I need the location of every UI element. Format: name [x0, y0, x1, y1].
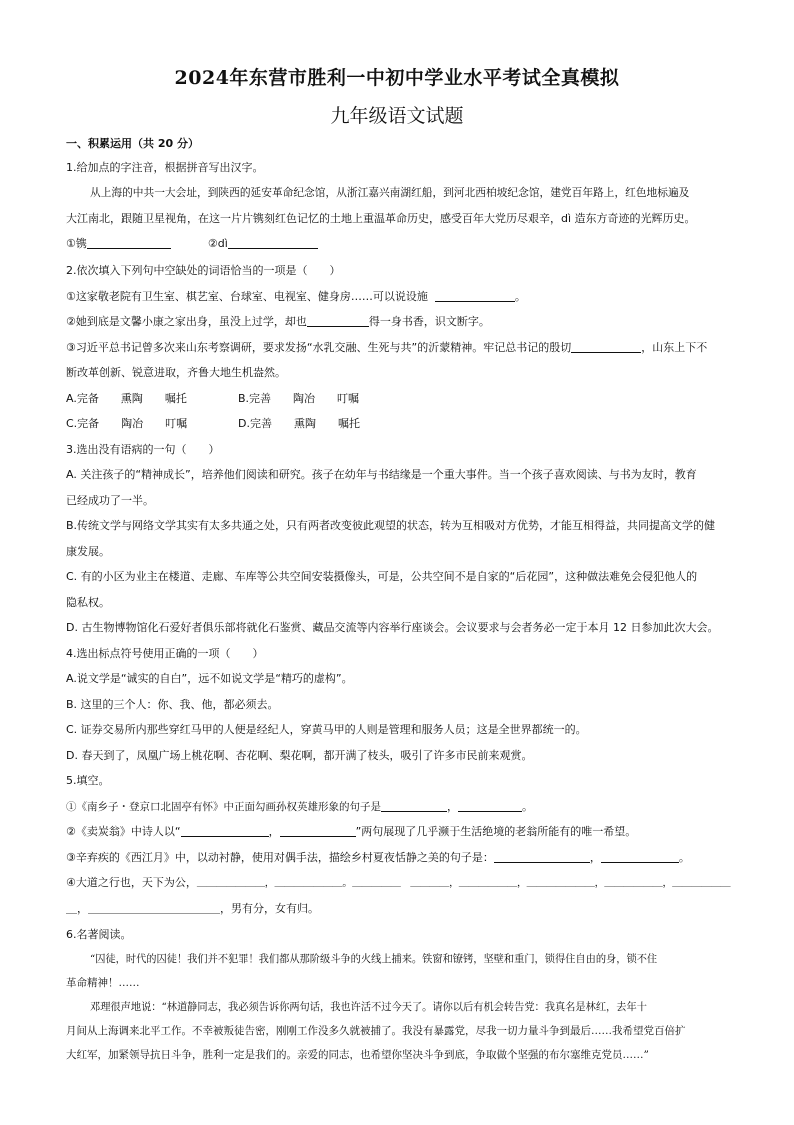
q1-answer1-label: ①镌 — [66, 237, 87, 250]
q3-option-a-cont: 已经成功了一半。 — [66, 494, 154, 507]
q1-answer2-label: ②dì — [207, 237, 228, 250]
q1-answer2-blank[interactable] — [228, 237, 318, 249]
q3-option-b-cont: 康发展。 — [66, 545, 110, 558]
q5-item2-blank2[interactable] — [280, 825, 356, 837]
q3-option-a[interactable]: A. 关注孩子的“精神成长”，培养他们阅读和研究。孩子在幼年与书结缘是一个重大事件。当一个孩子喜欢阅读、与书为友时，教育 — [66, 468, 697, 481]
q3-option-d[interactable]: D. 古生物博物馆化石爱好者俱乐部将就化石鉴赏、藏品交流等内容举行座谈会。会议要求与会者务必一定于本月 12 日参加此次大会。 — [66, 621, 719, 634]
page-subtitle: 九年级语文试题 — [330, 105, 464, 127]
q2-option-a[interactable]: A.完备 熏陶 嘱托 — [66, 392, 187, 405]
q2-options-row1 — [66, 392, 736, 406]
q2-option-c[interactable]: C.完备 陶冶 叮嘱 — [66, 417, 188, 430]
q5-item4-cont[interactable]: ＿，＿＿＿＿＿＿＿＿＿＿＿＿，男有分，女有归。 — [66, 902, 319, 915]
q6-excerpt2-line2: 月间从上海调来北平工作。不幸被叛徒告密，刚刚工作没多久就被捕了。我没有暴露党，尽我一切力量斗争到最后……我希望党百倍扩 — [66, 1025, 686, 1037]
q6-excerpt2-line3: 大红军，加紧领导抗日斗争，胜利一定是我们的。亲爱的同志，也希望你坚决斗争到底，争取做个坚强的布尔塞维克党员……” — [66, 1049, 649, 1061]
q5-item4-text: ④大道之行也，天下为公， — [66, 876, 197, 889]
q2-stem: 2.依次填入下列句中空缺处的词语恰当的一项是（ ） — [66, 264, 341, 277]
q5-item1-blank1[interactable] — [381, 800, 447, 812]
q3-stem: 3.选出没有语病的一句（ ） — [66, 443, 220, 456]
q2-options-row2 — [66, 417, 736, 431]
q5-item2: ②《卖炭翁》中诗人以“ ， ”两句展现了几乎濒于生活绝境的老翁所能有的唯一希望。 — [66, 825, 637, 838]
q1-answer1-blank[interactable] — [87, 237, 171, 249]
q5-item4-blanks[interactable]: ＿＿＿＿＿＿＿，＿＿＿＿＿＿＿。＿＿＿＿＿ ＿＿＿＿，＿＿＿＿＿＿，＿＿＿＿＿＿＿，＿＿＿＿＿＿，＿＿＿＿＿＿ — [196, 878, 731, 889]
q5-item1-blank2[interactable] — [458, 800, 522, 812]
q2-option-b[interactable]: B.完善 陶冶 叮嘱 — [238, 392, 360, 405]
q2-blank2[interactable] — [307, 315, 369, 327]
q2-blank1[interactable] — [435, 290, 515, 302]
q1-stem: 1.给加点的字注音，根据拼音写出汉字。 — [66, 161, 264, 174]
q5-item3-text: ③辛弃疾的《西江月》中，以动衬静，使用对偶手法，描绘乡村夏夜恬静之美的句子是： — [66, 851, 494, 864]
q4-option-a[interactable]: A.说文学是“诚实的自白”，远不如说文学是“精巧的虚构”。 — [66, 672, 353, 685]
q5-item2-text-b: ”两句展现了几乎濒于生活绝境的老翁所能有的唯一希望。 — [355, 825, 637, 838]
q2-sentence3-text-a: ③习近平总书记曾多次来山东考察调研，要求发扬“水乳交融、生死与共”的沂蒙精神。牢记总书记的殷切 — [66, 341, 572, 354]
q4-option-c[interactable]: C. 证券交易所内那些穿红马甲的人便是经纪人，穿黄马甲的人则是管理和服务人员；这是全世界都统一的。 — [66, 723, 587, 736]
q3-option-b[interactable]: B.传统文学与网络文学其实有太多共通之处，只有两者改变彼此观望的状态，转为互相吸对方优势，才能互相得益，共同提高文学的健 — [66, 519, 716, 532]
q5-item2-blank1[interactable] — [181, 825, 269, 837]
q5-stem: 5.填空。 — [66, 774, 110, 787]
q2-sentence3 — [66, 341, 736, 355]
q2-sentence3-text-b: ，山东上下不 — [641, 341, 708, 354]
q2-sentence2 — [66, 315, 736, 329]
q2-sentence2-text-a: ②她到底是文馨小康之家出身，虽没上过学，却也 — [66, 315, 307, 328]
q5-item3: ③辛弃疾的《西江月》中，以动衬静，使用对偶手法，描绘乡村夏夜恬静之美的句子是： ， 。 — [66, 851, 690, 864]
q5-item3-blank1[interactable] — [494, 851, 590, 863]
section-heading: 一、积累运用（共 20 分） — [66, 137, 199, 150]
q6-excerpt2-line1: 邓理很声地说：“林道静同志，我必须告诉你两句话，我也许活不过今天了。请你以后有机会转告党：我真名是林红，去年十 — [90, 1001, 647, 1013]
q1-passage-line1: 从上海的中共一大会址，到陕西的延安革命纪念馆，从浙江嘉兴南湖红船，到河北西柏坡纪念馆，建党百年路上，红色地标遍及 — [90, 186, 690, 199]
q5-item2-text-a: ②《卖炭翁》中诗人以“ — [66, 825, 181, 838]
q2-option-d[interactable]: D.完善 熏陶 嘱托 — [238, 417, 360, 430]
q4-option-d[interactable]: D. 春天到了，凤凰广场上桃花啊、杏花啊、梨花啊，都开满了枝头，吸引了许多市民前来观赏。 — [66, 749, 533, 762]
q5-item3-blank2[interactable] — [601, 851, 679, 863]
q4-stem: 4.选出标点符号使用正确的一项（ ） — [66, 647, 264, 660]
q2-sentence1-text: ①这家敬老院有卫生室、棋艺室、台球室、电视室、健身房……可以说设施 — [66, 290, 428, 303]
q1-answer-row — [66, 237, 736, 251]
q2-blank3[interactable] — [571, 341, 641, 353]
q6-excerpt1-line1: “囚徒，时代的囚徒！我们并不犯罪！我们都从那阶级斗争的火线上捕来。铁窗和镣铐，坚壁和重门，锁得住自由的身，锁不住 — [90, 953, 658, 965]
q2-sentence1: ①这家敬老院有卫生室、棋艺室、台球室、电视室、健身房……可以说设施 。 — [66, 290, 526, 303]
page-title: 2024年东营市胜利一中初中学业水平考试全真模拟 — [174, 67, 620, 89]
q3-option-c[interactable]: C. 有的小区为业主在楼道、走廊、车库等公共空间安装摄像头，可是，公共空间不是自家的“后花园”，这种做法难免会侵犯他人的 — [66, 570, 698, 583]
q3-option-c-cont: 隐私权。 — [66, 596, 110, 609]
q5-item4 — [66, 876, 736, 891]
q5-item1: ①《南乡子・登京口北固亭有怀》中正面勾画孙权英雄形象的句子是 ， 。 — [66, 800, 533, 813]
q5-item1-text: ①《南乡子・登京口北固亭有怀》中正面勾画孙权英雄形象的句子是 — [66, 801, 381, 813]
q2-sentence2-text-b: 得一身书香，识文断字。 — [368, 315, 490, 328]
q1-passage-line2: 大江南北，跟随卫星视角，在这一片片镌刻红色记忆的土地上重温革命历史，感受百年大党历尽艰辛，dì 造东方奇迹的光辉历史。 — [66, 212, 696, 225]
q2-sentence3-cont: 断改革创新、锐意进取，齐鲁大地生机盎然。 — [66, 366, 286, 379]
q4-option-b[interactable]: B. 这里的三个人：你、我、他，都必须去。 — [66, 698, 279, 711]
q6-excerpt1-line2: 革命精神！…… — [66, 977, 140, 989]
q6-stem: 6.名著阅读。 — [66, 928, 132, 941]
